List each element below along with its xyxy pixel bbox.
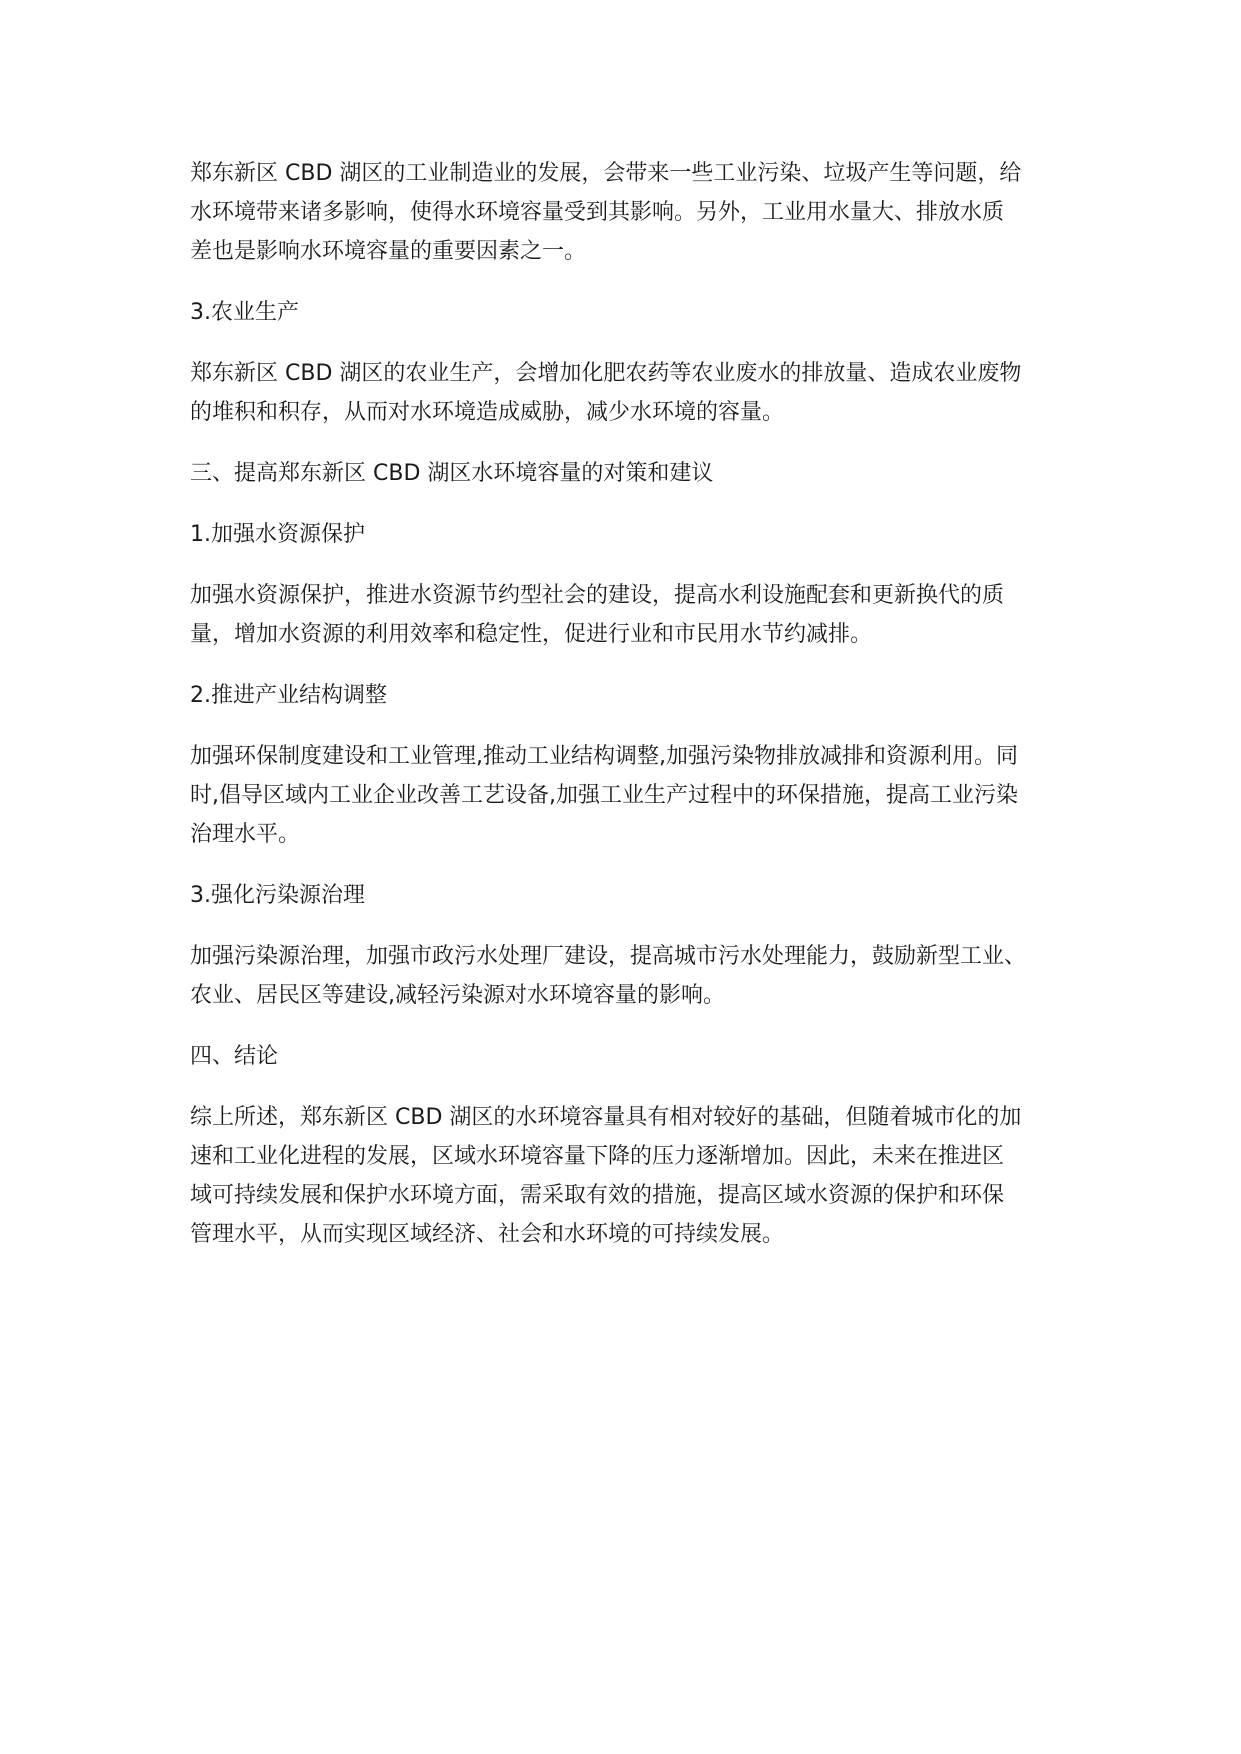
document-body — [190, 154, 1090, 1276]
section-heading: 3.强化污染源治理 — [190, 883, 365, 908]
paragraph-industry-restructure — [190, 737, 1090, 854]
text-line: 水环境带来诸多影响，使得水环境容量受到其影响。另外，工业用水量大、排放水质 — [190, 200, 1005, 225]
text-line: 治理水平。 — [190, 822, 301, 847]
text-line: 速和工业化进程的发展，区域水环境容量下降的压力逐渐增加。因此，未来在推进区 — [190, 1144, 1005, 1169]
heading-pollution-control — [190, 876, 1090, 915]
text-line: 域可持续发展和保护水环境方面，需采取有效的措施，提高区域水资源的保护和环保 — [190, 1183, 1005, 1208]
text-line: 加强水资源保护，推进水资源节约型社会的建设，提高水利设施配套和更新换代的质 — [190, 583, 1005, 608]
paragraph-water-protection — [190, 576, 1090, 654]
heading-agriculture — [190, 293, 1090, 332]
section-heading: 2.推进产业结构调整 — [190, 683, 387, 708]
text-line: 综上所述，郑东新区 CBD 湖区的水环境容量具有相对较好的基础，但随着城市化的加 — [190, 1105, 1022, 1130]
paragraph-conclusion — [190, 1098, 1090, 1254]
text-line: 管理水平，从而实现区域经济、社会和水环境的可持续发展。 — [190, 1222, 785, 1247]
heading-industry-restructure — [190, 676, 1090, 715]
section-heading: 三、提高郑东新区 CBD 湖区水环境容量的对策和建议 — [190, 461, 714, 486]
text-line: 郑东新区 CBD 湖区的工业制造业的发展，会带来一些工业污染、垃圾产生等问题，给 — [190, 161, 1022, 186]
heading-conclusion — [190, 1037, 1090, 1076]
paragraph-industrial-impact — [190, 154, 1090, 271]
text-line: 郑东新区 CBD 湖区的农业生产，会增加化肥农药等农业废水的排放量、造成农业废物 — [190, 361, 1022, 386]
text-line: 时,倡导区域内工业企业改善工艺设备,加强工业生产过程中的环保措施，提高工业污染 — [190, 783, 1018, 808]
section-heading: 3.农业生产 — [190, 300, 299, 325]
text-line: 差也是影响水环境容量的重要因素之一。 — [190, 239, 587, 264]
text-line: 加强环保制度建设和工业管理,推动工业结构调整,加强污染物排放减排和资源利用。同 — [190, 744, 1018, 769]
text-line: 加强污染源治理，加强市政污水处理厂建设，提高城市污水处理能力，鼓励新型工业、 — [190, 944, 1027, 969]
text-line: 量，增加水资源的利用效率和稳定性，促进行业和市民用水节约减排。 — [190, 622, 873, 647]
section-heading: 1.加强水资源保护 — [190, 522, 365, 547]
text-line: 农业、居民区等建设,减轻污染源对水环境容量的影响。 — [190, 983, 725, 1008]
heading-countermeasures — [190, 454, 1090, 493]
heading-water-protection — [190, 515, 1090, 554]
section-heading: 四、结论 — [190, 1044, 279, 1069]
paragraph-agriculture — [190, 354, 1090, 432]
text-line: 的堆积和积存，从而对水环境造成威胁，减少水环境的容量。 — [190, 400, 785, 425]
paragraph-pollution-control — [190, 937, 1090, 1015]
